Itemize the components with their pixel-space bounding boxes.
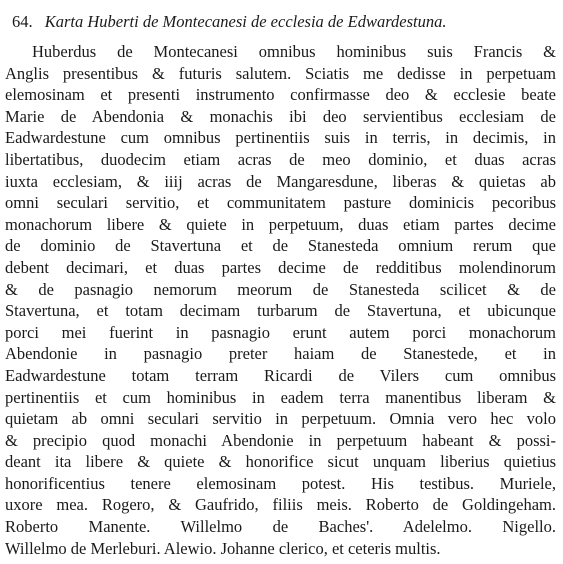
text-line: uxore mea. Rogero, & Gaufrido, filiis meis. Roberto de Goldingeham. — [5, 495, 556, 515]
text-line: Abendonie in pasnagio preter haiam de Stanestede, et in — [5, 344, 556, 364]
text-line: Marie de Abendonia & monachis ibi deo servientibus ecclesiam de — [5, 106, 556, 126]
text-line: omni seculari servitio, et communitatem pasture dominicis pecoribus — [5, 193, 556, 213]
text-line: deant ita libere & quiete & honorifice sicut unquam liberius quietius — [5, 452, 556, 472]
text-line: Willelmo de Merleburi. Alewio. Johanne clerico, et ceteris multis. — [5, 538, 441, 558]
charter-title: Karta Huberti de Montecanesi de ecclesia de Edwardestuna. — [44, 12, 447, 31]
text-line: & de pasnagio nemorum meorum de Stanesteda scilicet & de — [5, 279, 556, 299]
charter-heading — [12, 11, 557, 33]
text-line: pertinentiis et cum hominibus in eadem terra manentibus liberam & — [5, 387, 556, 407]
text-line: debent decimari, et duas partes decime de redditibus molendinorum — [5, 257, 556, 277]
text-line: de dominio de Stavertuna et de Stanesteda omnium rerum que — [5, 236, 556, 256]
text-line: Anglis presentibus & futuris salutem. Sciatis me dedisse in perpetuam — [5, 63, 556, 83]
text-line: Roberto Manente. Willelmo de Baches'. Adelelmo. Nigello. — [5, 517, 556, 537]
text-line: libertatibus, duodecim etiam acras de meo dominio, et duas acras — [5, 149, 556, 169]
text-line: Eadwardestune totam terram Ricardi de Vilers cum omnibus — [5, 365, 556, 385]
text-line: honorificentius tenere elemosinam potest. His testibus. Muriele, — [5, 473, 556, 493]
text-line: monachorum libere & quiete in perpetuum, duas etiam partes decime — [5, 214, 556, 234]
charter-number: 64. — [12, 12, 33, 31]
text-line: elemosinam et presenti instrumento confirmasse deo & ecclesie beate — [5, 85, 556, 105]
text-line: Stavertuna, et totam decimam turbarum de Stavertuna, et ubicunque — [5, 301, 556, 321]
charter-body — [5, 41, 556, 559]
text-line: & precipio quod monachi Abendonie in perpetuum habeant & possi- — [5, 430, 556, 450]
text-line: porci mei fuerint in pasnagio erunt autem porci monachorum — [5, 322, 556, 342]
text-line: Eadwardestune cum omnibus pertinentiis suis in terris, in decimis, in — [5, 128, 556, 148]
text-line: quietam ab omni seculari servitio in perpetuum. Omnia vero hec volo — [5, 409, 556, 429]
text-line: Huberdus de Montecanesi omnibus hominibus suis Francis & — [32, 42, 556, 61]
text-line: iuxta ecclesiam, & iiij acras de Mangaresdune, liberas & quietas ab — [5, 171, 556, 191]
